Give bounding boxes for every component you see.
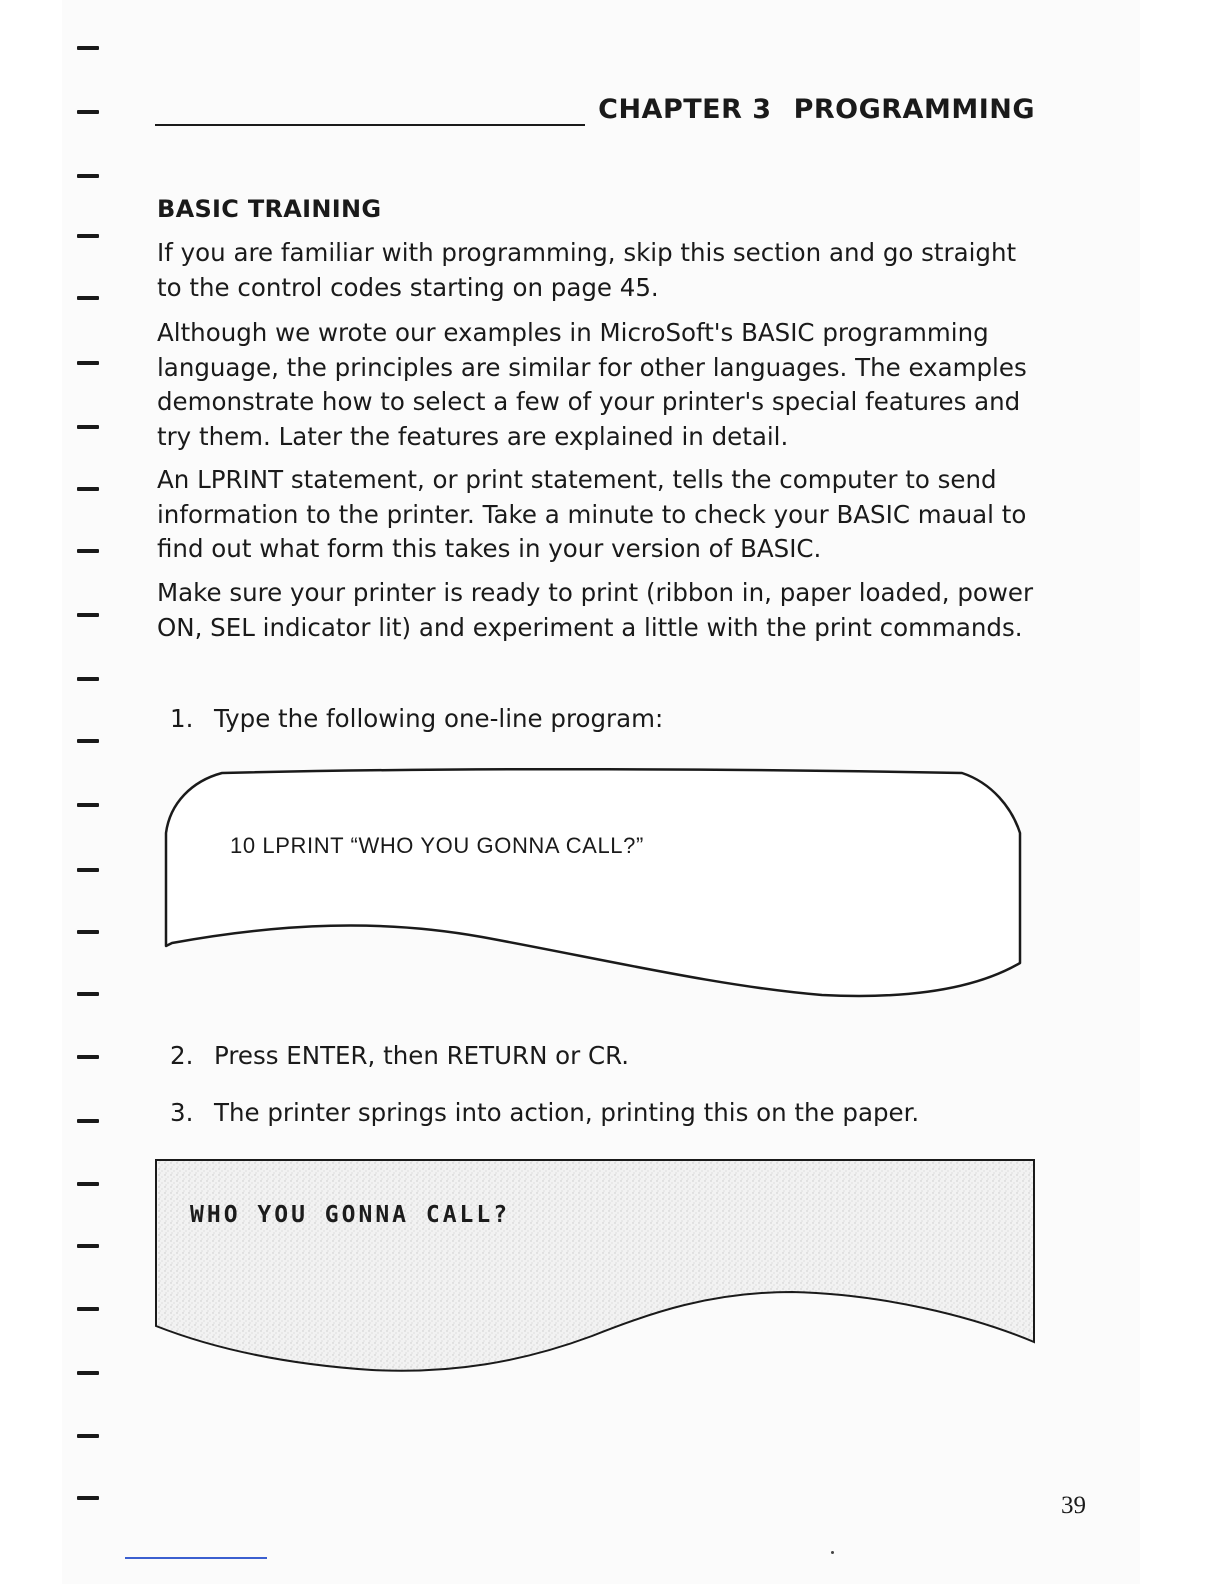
chapter-title — [598, 94, 1035, 125]
chapter-label: CHAPTER 3 — [598, 94, 772, 125]
paragraph: If you are familiar with programming, skip this section and go straight to the control codes starting on page 45. — [157, 238, 1017, 302]
step-text: Type the following one-line program: — [214, 704, 664, 733]
binding-mark — [77, 1244, 99, 1248]
binding-mark — [77, 487, 99, 491]
binding-mark — [77, 174, 99, 178]
step-number: 2. — [170, 1041, 194, 1070]
binding-mark — [77, 739, 99, 743]
screen-outline — [162, 763, 1028, 1005]
step-number: 3. — [170, 1098, 194, 1127]
binding-mark — [77, 110, 99, 114]
binding-mark — [77, 1371, 99, 1375]
header-rule — [155, 124, 585, 126]
binding-mark — [77, 1119, 99, 1123]
step-item — [170, 1096, 1030, 1130]
binding-mark — [77, 46, 99, 50]
paragraph: Make sure your printer is ready to print (ribbon in, paper loaded, power ON, SEL indicator lit) and experiment a little with the print commands. — [157, 578, 1034, 642]
binding-mark — [77, 296, 99, 300]
binding-mark — [77, 868, 99, 872]
binding-mark — [77, 613, 99, 617]
binding-mark — [77, 549, 99, 553]
binding-marks — [0, 0, 120, 1584]
chapter-header — [155, 94, 1035, 130]
speck — [831, 1551, 834, 1554]
printed-paper-sample — [152, 1156, 1038, 1380]
bottom-rule — [125, 1557, 267, 1559]
page-number: 39 — [1061, 1492, 1086, 1519]
section-heading: BASIC TRAINING — [157, 195, 382, 223]
program-code-line: 10 LPRINT “WHO YOU GONNA CALL?” — [230, 833, 644, 858]
binding-mark — [77, 361, 99, 365]
step-item — [170, 702, 1030, 736]
paragraph: Although we wrote our examples in MicroSoft's BASIC programming language, the principles are similar for other languages. The examples demonstrate how to select a few of your printer's special features and try them. Later the features are explained in detail. — [157, 318, 1027, 451]
step-text: Press ENTER, then RETURN or CR. — [214, 1041, 630, 1070]
page-right-margin — [1140, 0, 1224, 1584]
printed-output-line: WHO YOU GONNA CALL? — [190, 1202, 511, 1228]
binding-mark — [77, 1496, 99, 1500]
binding-mark — [77, 1055, 99, 1059]
step-number: 1. — [170, 704, 194, 733]
binding-mark — [77, 1182, 99, 1186]
binding-mark — [77, 234, 99, 238]
binding-mark — [77, 1434, 99, 1438]
binding-mark — [77, 425, 99, 429]
paper-outline — [152, 1156, 1038, 1380]
chapter-name: PROGRAMMING — [793, 94, 1035, 125]
step-item — [170, 1039, 1030, 1073]
binding-mark — [77, 803, 99, 807]
binding-mark — [77, 992, 99, 996]
binding-mark — [77, 930, 99, 934]
paragraph: An LPRINT statement, or print statement, tells the computer to send information to the printer. Take a minute to check your BASIC maual to find out what form this takes in your version of BASIC. — [157, 465, 1027, 563]
binding-mark — [77, 1307, 99, 1311]
program-screen-box — [162, 763, 1028, 1005]
binding-mark — [77, 677, 99, 681]
step-text: The printer springs into action, printing this on the paper. — [214, 1098, 920, 1127]
